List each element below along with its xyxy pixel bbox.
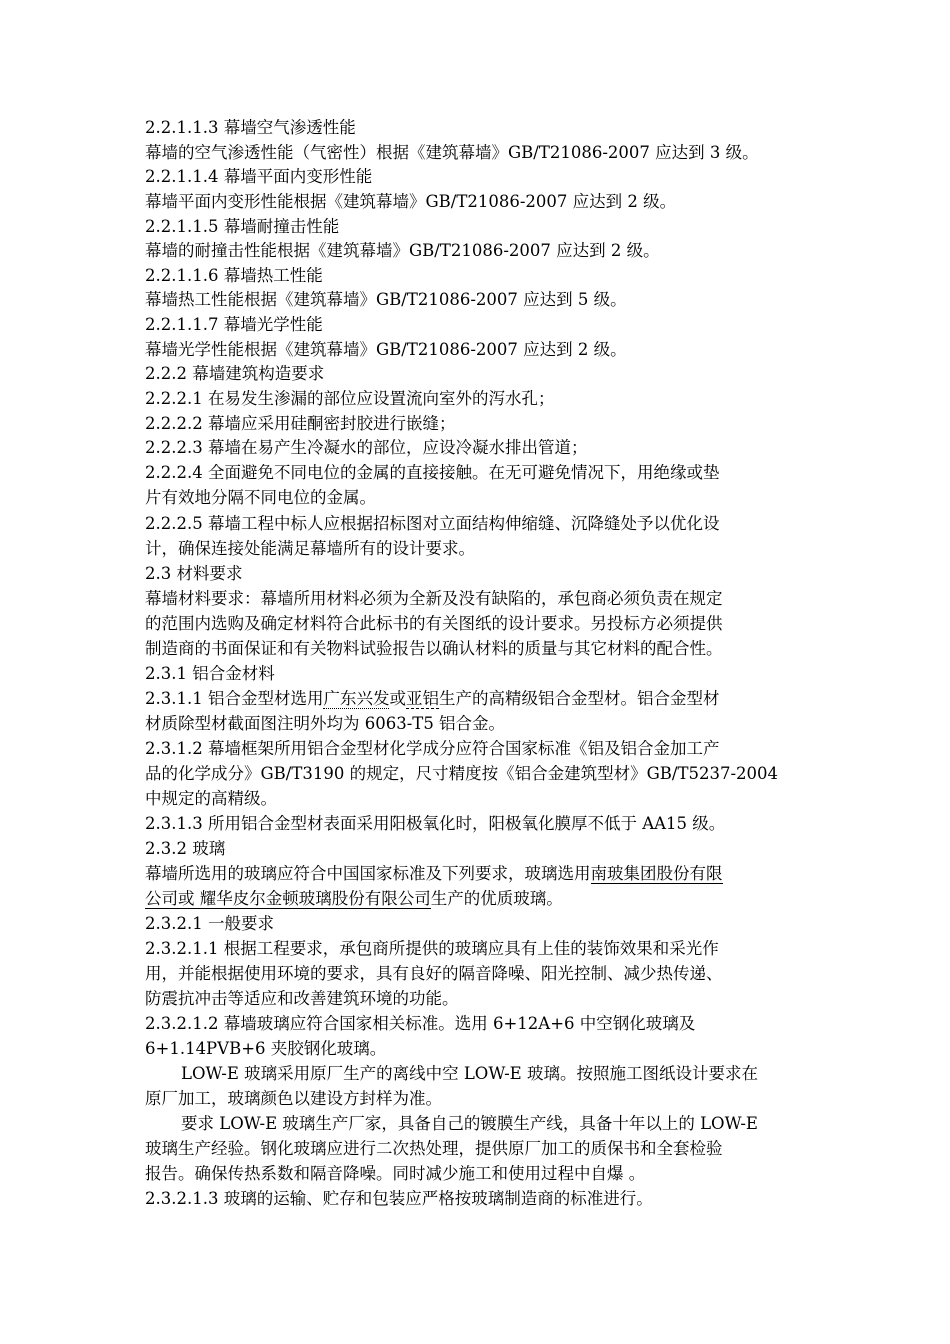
text-span: 2.3.1.1 铝合金型材选用 <box>145 689 324 708</box>
paragraph-line: 材质除型材截面图注明外均为 6063-T5 铝合金。 <box>145 714 506 733</box>
paragraph-line: 2.2.2.1 在易发生渗漏的部位应设置流向室外的泻水孔； <box>145 389 555 408</box>
heading-construction-requirements: 2.2.2 幕墙建筑构造要求 <box>145 364 325 383</box>
text-span: 生产的高精级铝合金型材。铝合金型材 <box>438 689 720 708</box>
heading-optical-performance: 2.2.1.1.7 幕墙光学性能 <box>145 315 323 334</box>
paragraph-line: 防震抗冲击等适应和改善建筑环境的功能。 <box>145 989 459 1008</box>
paragraph-line-aluminum-brands <box>145 686 719 712</box>
paragraph-line: 原厂加工，玻璃颜色以建设方封样为准。 <box>145 1089 442 1108</box>
paragraph-line: 幕墙光学性能根据《建筑幕墙》GB/T21086-2007 应达到 2 级。 <box>145 340 627 359</box>
paragraph-line: 2.2.2.2 幕墙应采用硅酮密封胶进行嵌缝； <box>145 414 456 433</box>
brand-yaohua-pilkington: 公司或 耀华皮尔金顿玻璃股份有限公司 <box>145 889 431 908</box>
text-span: 幕墙所选用的玻璃应符合中国国家标准及下列要求，玻璃选用 <box>145 864 591 883</box>
brand-xingfa: 广东兴发 <box>323 689 390 708</box>
paragraph-line: 2.3.2.1.3 玻璃的运输、贮存和包装应严格按玻璃制造商的标准进行。 <box>145 1189 653 1208</box>
paragraph-line: 中规定的高精级。 <box>145 789 277 808</box>
paragraph-line: 2.2.2.5 幕墙工程中标人应根据招标图对立面结构伸缩缝、沉降缝处予以优化设 <box>145 514 720 533</box>
paragraph-line: 幕墙平面内变形性能根据《建筑幕墙》GB/T21086-2007 应达到 2 级。 <box>145 192 677 211</box>
paragraph-line: 报告。确保传热系数和隔音降噪。同时减少施工和使用过程中自爆 。 <box>145 1164 646 1183</box>
paragraph-line: 幕墙的耐撞击性能根据《建筑幕墙》GB/T21086-2007 应达到 2 级。 <box>145 241 660 260</box>
paragraph-line: 2.2.2.3 幕墙在易产生冷凝水的部位，应设冷凝水排出管道； <box>145 438 588 457</box>
paragraph-line: 幕墙的空气渗透性能（气密性）根据《建筑幕墙》GB/T21086-2007 应达到 3 级。 <box>145 143 759 162</box>
paragraph-line: 2.2.2.4 全面避免不同电位的金属的直接接触。在无可避免情况下，用绝缘或垫 <box>145 463 720 482</box>
brand-csg: 南玻集团股份有限 <box>590 864 723 883</box>
paragraph-line: 的范围内选购及确定材料符合此标书的有关图纸的设计要求。另投标方必须提供 <box>145 614 723 633</box>
paragraph-line: 用，并能根据使用环境的要求，具有良好的隔音降噪、阳光控制、减少热传递、 <box>145 964 723 983</box>
heading-thermal-performance: 2.2.1.1.6 幕墙热工性能 <box>145 266 323 285</box>
paragraph-line: 玻璃生产经验。钢化玻璃应进行二次热处理，提供原厂加工的质保书和全套检验 <box>145 1139 723 1158</box>
heading-general-requirements: 2.3.2.1 一般要求 <box>145 914 274 933</box>
heading-glass: 2.3.2 玻璃 <box>145 839 226 858</box>
heading-air-permeability: 2.2.1.1.3 幕墙空气渗透性能 <box>145 118 356 137</box>
paragraph-line: 幕墙热工性能根据《建筑幕墙》GB/T21086-2007 应达到 5 级。 <box>145 290 627 309</box>
heading-material-requirements: 2.3 材料要求 <box>145 564 243 583</box>
paragraph-line: 2.3.2.1.1 根据工程要求，承包商所提供的玻璃应具有上佳的装饰效果和采光作 <box>145 939 719 958</box>
heading-aluminum-materials: 2.3.1 铝合金材料 <box>145 664 275 683</box>
paragraph-line: 幕墙材料要求：幕墙所用材料必须为全新及没有缺陷的，承包商必须负责在规定 <box>145 589 723 608</box>
heading-in-plane-deformation: 2.2.1.1.4 幕墙平面内变形性能 <box>145 167 373 186</box>
paragraph-line: 6+1.14PVB+6 夹胶钢化玻璃。 <box>145 1039 387 1058</box>
paragraph-line-glass-brands-cont <box>145 886 563 912</box>
brand-yalu: 亚铝 <box>405 689 439 708</box>
paragraph-line: 2.3.2.1.2 幕墙玻璃应符合国家相关标准。选用 6+12A+6 中空钢化玻璃及 <box>145 1014 696 1033</box>
text-span: 或 <box>389 689 406 708</box>
paragraph-line: 2.3.1.2 幕墙框架所用铝合金型材化学成分应符合国家标准《铝及铝合金加工产 <box>145 739 720 758</box>
text-span: 生产的优质玻璃。 <box>430 889 563 908</box>
paragraph-line-indented: LOW-E 玻璃采用原厂生产的离线中空 LOW-E 玻璃。按照施工图纸设计要求在 <box>181 1064 758 1083</box>
paragraph-line-indented: 要求 LOW-E 玻璃生产厂家，具备自己的镀膜生产线，具备十年以上的 LOW-E <box>181 1114 758 1133</box>
paragraph-line: 制造商的书面保证和有关物料试验报告以确认材料的质量与其它材料的配合性。 <box>145 639 723 658</box>
heading-impact-resistance: 2.2.1.1.5 幕墙耐撞击性能 <box>145 217 340 236</box>
paragraph-line: 品的化学成分》GB/T3190 的规定，尺寸精度按《铝合金建筑型材》GB/T5237-2004 <box>145 764 779 783</box>
paragraph-line: 片有效地分隔不同电位的金属。 <box>145 488 376 507</box>
paragraph-line: 2.3.1.3 所用铝合金型材表面采用阳极氧化时，阳极氧化膜厚不低于 AA15 级。 <box>145 814 726 833</box>
paragraph-line: 计，确保连接处能满足幕墙所有的设计要求。 <box>145 539 475 558</box>
paragraph-line-glass-brands <box>145 861 723 887</box>
